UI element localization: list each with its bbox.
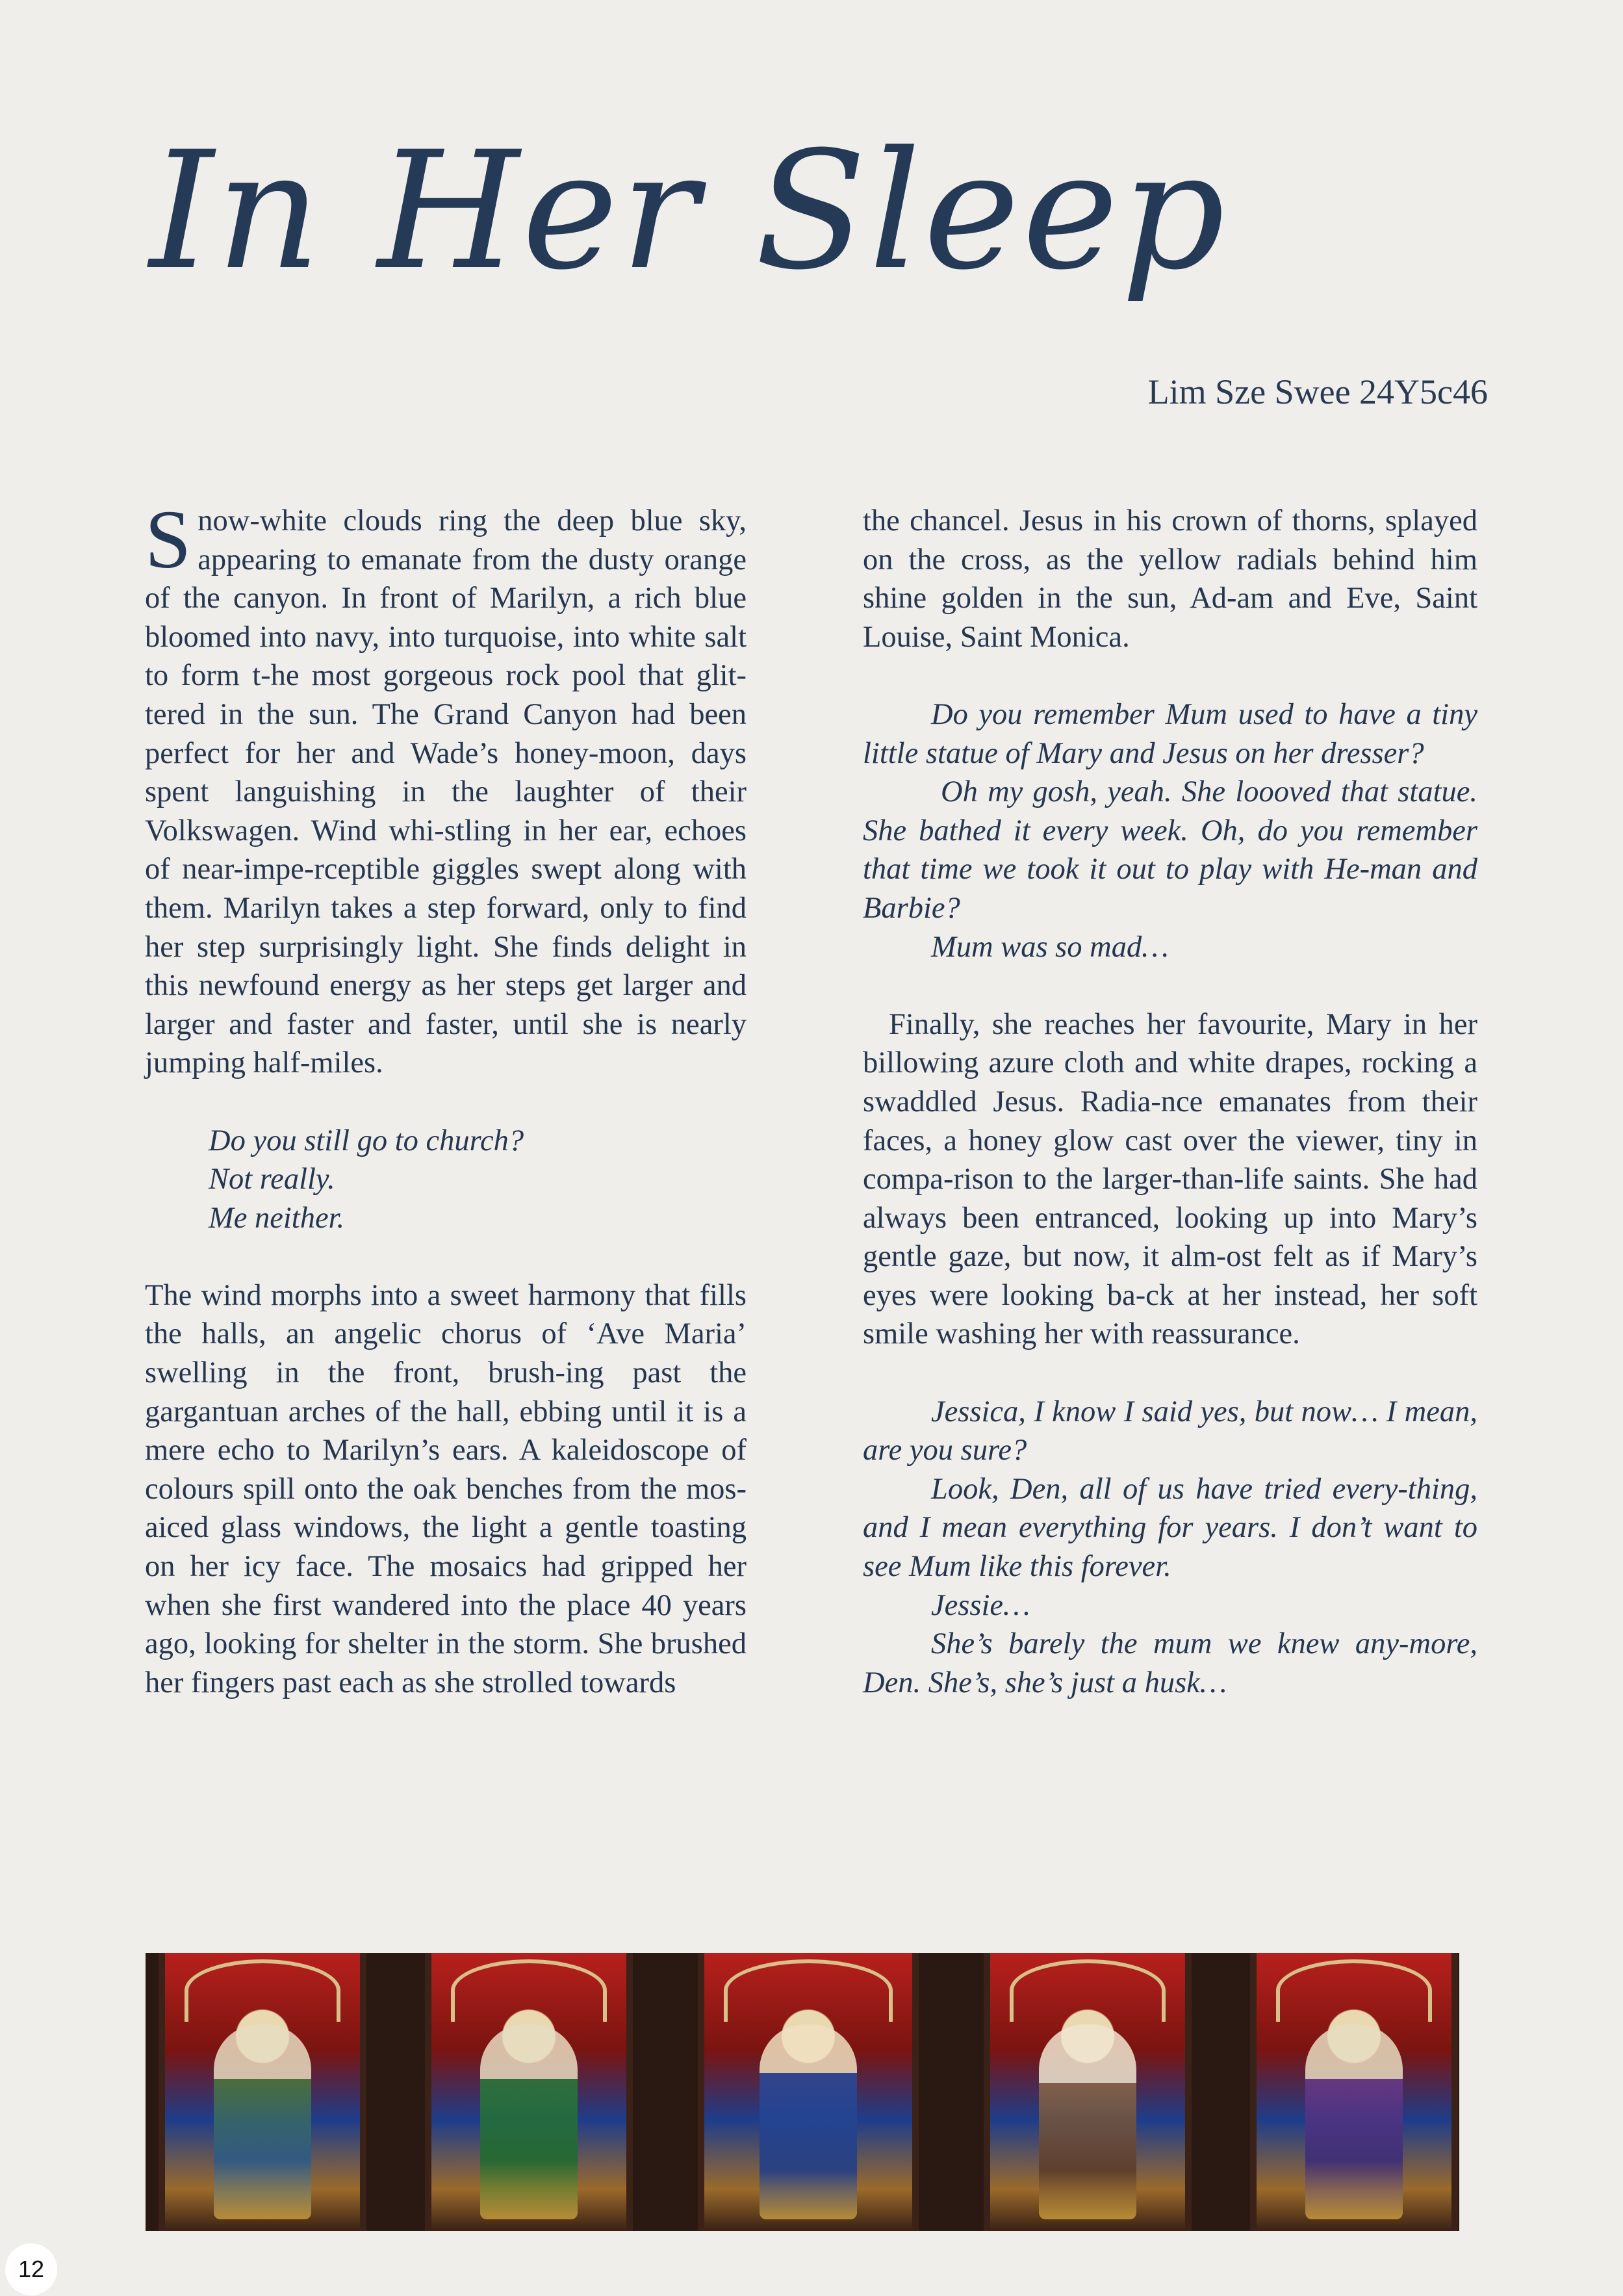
dialogue-line: Me neither. bbox=[209, 1201, 345, 1235]
dialogue-line: Do you remember Mum used to have a tiny little statue of Mary and Jesus on her dresser? bbox=[863, 697, 1477, 770]
page-number: 12 bbox=[5, 2243, 57, 2295]
left-column bbox=[145, 493, 747, 1702]
glass-panel-saint bbox=[425, 1953, 633, 2231]
dialogue-line: Oh my gosh, yeah. She loooved that statue. She bathed it every week. Oh, do you remember that time we took it out to play with He-man and Barbie? bbox=[863, 775, 1477, 925]
dialogue-line: She’s barely the mum we knew any-more, Den. She’s, she’s just a husk… bbox=[863, 1627, 1477, 1699]
author-byline: Lim Sze Swee 24Y5c46 bbox=[1147, 372, 1488, 411]
paragraph-text: Finally, she reaches her favourite, Mary in her billowing azure cloth and white drapes, rocking a swaddled Jesus. Radia-nce emanates from their faces, a honey glow cast over the viewer, tiny in compa-rison to the larger-than-life saints. She had always been entranced, looking up into Mary’s gentle gaze, but now, it alm-ost felt as if Mary’s eyes were looking ba-ck at her instead, her soft smile washing her with reassurance. bbox=[863, 1007, 1477, 1351]
paragraph-text: The wind morphs into a sweet harmony that fills the halls, an angelic chorus of ‘Ave Maria’ swelling in the front, brush-ing past the gargantuan arches of the hall, ebbing until it is a mere echo to Marilyn’s ears. A kaleidoscope of colours spill onto the oak benches from the mos-aiced glass windows, the light a gentle toasting on her icy face. The mosaics had gripped her when she first wandered into the place 40 years ago, looking for shelter in the storm. She brushed her fingers past each as she strolled towards bbox=[145, 1278, 747, 1699]
paragraph-text: now-white clouds ring the deep blue sky, appearing to emanate from the dusty orange of the canyon. In front of Marilyn, a rich blue bloomed into navy, into turquoise, into white salt to form t-he most gorgeous rock pool that glit-tered in the sun. The Grand Canyon had been perfect for her and Wade’s honey-moon, days spent languishing in the laughter of their Volkswagen. Wind whi-stling in her ear, echoes of near-impe-rceptible giggles swept along with them. Marilyn takes a step forward, only to find her step surprisingly light. She finds delight in this newfound energy as her steps get larger and larger and faster and faster, until she is nearly jumping half-miles. bbox=[145, 504, 747, 1080]
dialogue-line: Do you still go to church? bbox=[209, 1124, 524, 1157]
dialogue-line: Jessie… bbox=[931, 1588, 1030, 1622]
paragraph-text: the chancel. Jesus in his crown of thorns, splayed on the cross, as the yellow radials behind him shine golden in the sun, Ad-am and Eve, Saint Louise, Saint Monica. bbox=[863, 504, 1477, 654]
glass-panel-saint bbox=[1250, 1953, 1458, 2231]
stained-glass-image bbox=[146, 1953, 1459, 2231]
right-column bbox=[863, 502, 1477, 1702]
dialogue-line: Mum was so mad… bbox=[931, 930, 1169, 964]
drop-cap: S bbox=[145, 493, 192, 586]
paragraph-opening bbox=[145, 493, 747, 1083]
dialogue-line: Look, Den, all of us have tried every-thing, and I mean everything for years. I don’t want to see Mum like this forever. bbox=[863, 1472, 1477, 1584]
glass-panel-saint bbox=[159, 1953, 366, 2231]
glass-panel-mary bbox=[698, 1953, 919, 2231]
article-title: In Her Sleep bbox=[149, 116, 1228, 305]
dialogue-line: Jessica, I know I said yes, but now… I mean, are you sure? bbox=[863, 1395, 1477, 1467]
glass-panel-saint bbox=[984, 1953, 1192, 2231]
dialogue-line: Not really. bbox=[209, 1163, 335, 1196]
